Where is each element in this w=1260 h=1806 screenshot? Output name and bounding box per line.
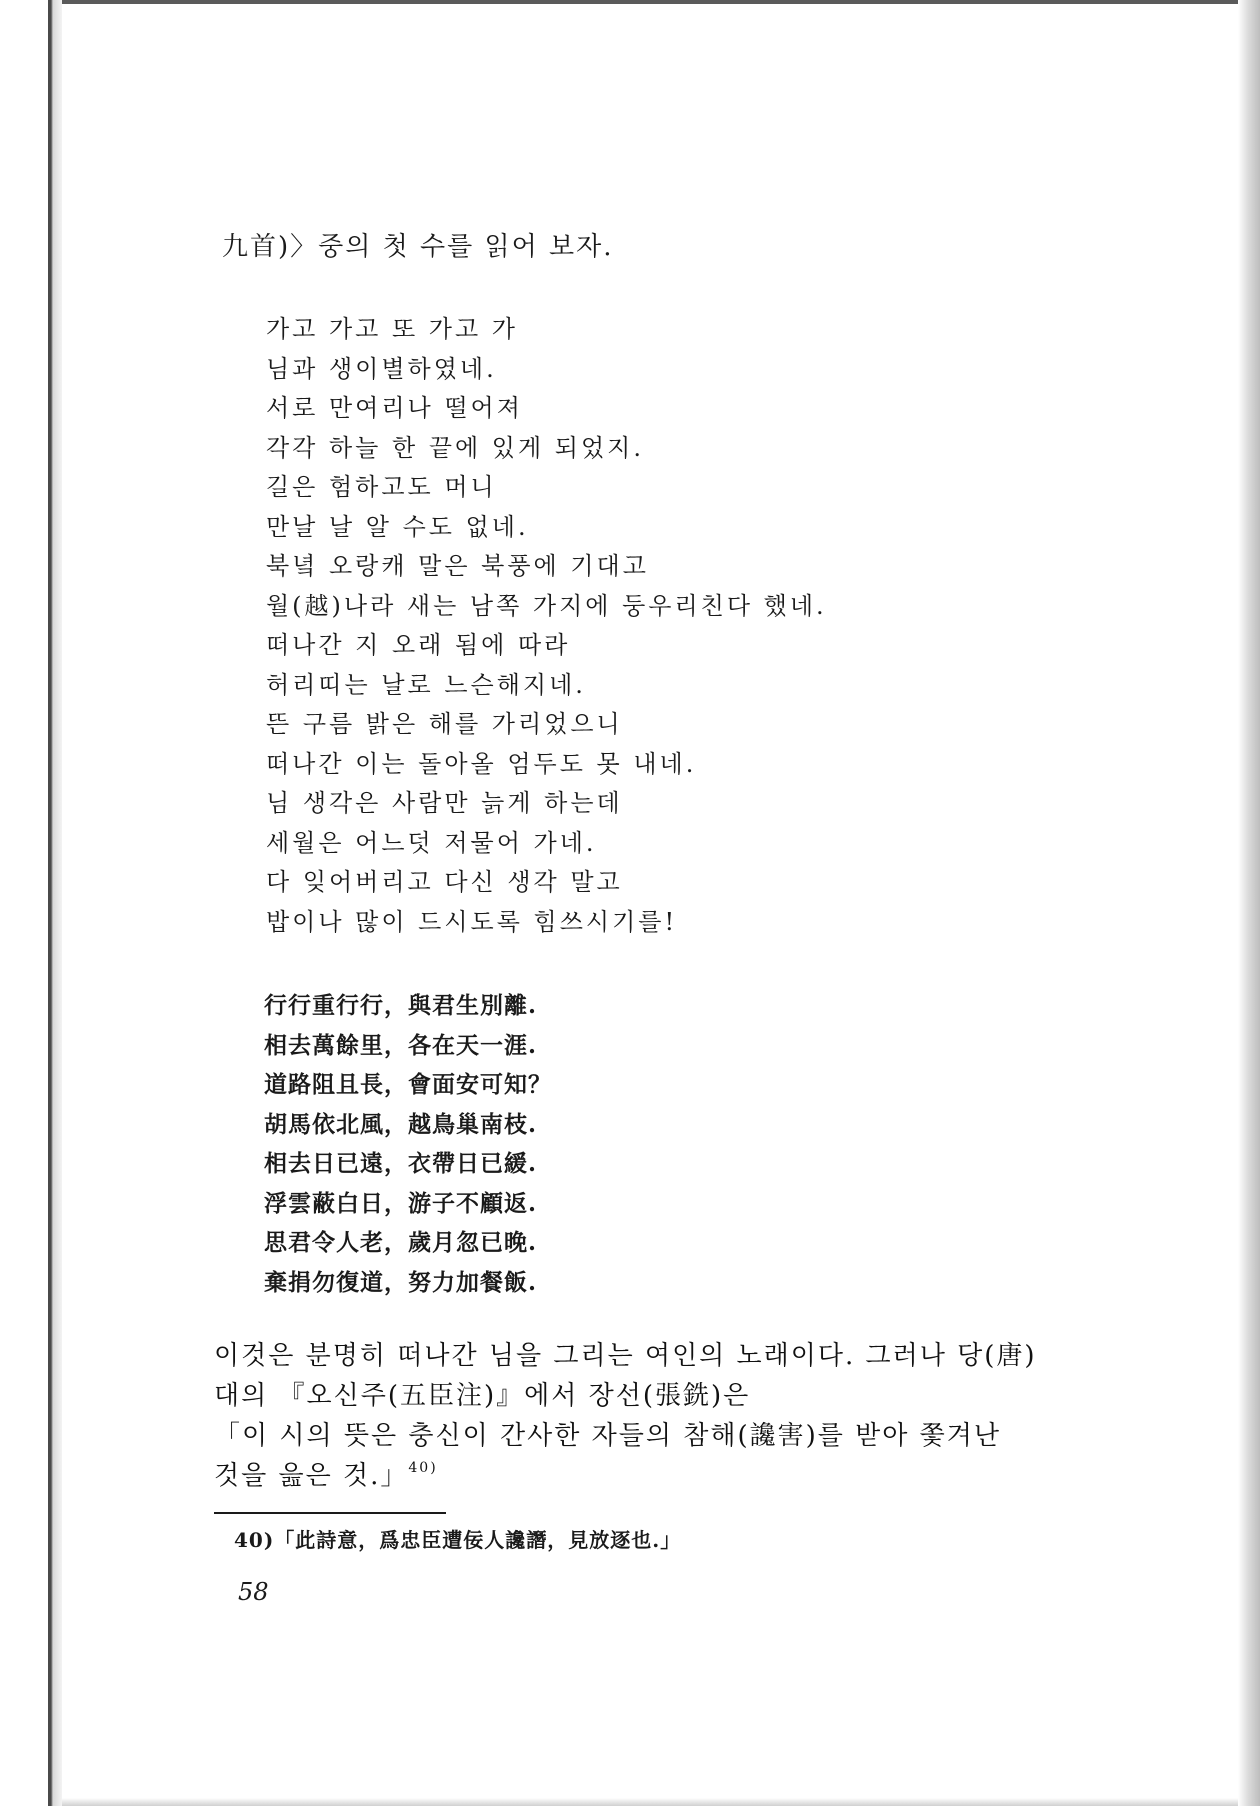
chinese-poem-line: 浮雲蔽白日，游子不顧返. — [264, 1189, 538, 1217]
chinese-poem-line: 胡馬依北風，越鳥巢南枝. — [264, 1110, 538, 1138]
chinese-poem — [264, 986, 552, 1302]
korean-poem — [266, 310, 827, 942]
korean-poem-line: 허리띠는 날로 느슨해지네. — [266, 670, 586, 699]
chinese-poem-line: 相去日已遠，衣帶日已緩. — [264, 1150, 538, 1177]
korean-poem-line: 만날 날 알 수도 없네. — [266, 512, 529, 541]
korean-poem-line: 떠나간 지 오래 됨에 따라 — [266, 631, 571, 659]
page-bottom-shadow — [62, 1798, 1238, 1806]
commentary-line: 이것은 분명히 떠나간 님을 그리는 여인의 노래이다. 그러나 당(唐) — [214, 1341, 1037, 1371]
korean-poem-line: 님과 생이별하였네. — [266, 354, 497, 383]
page-left-edge — [48, 0, 62, 1806]
commentary-line — [214, 1456, 1037, 1496]
intro-line: 九首)〉중의 첫 수를 읽어 보자. — [222, 232, 614, 262]
korean-poem-line: 님 생각은 사람만 늙게 하는데 — [266, 789, 623, 817]
footnote-divider — [214, 1512, 446, 1514]
commentary-line: 대의 『오신주(五臣注)』에서 장선(張銑)은 — [214, 1381, 751, 1411]
korean-poem-line: 세월은 어느덧 저물어 가네. — [266, 828, 597, 857]
chinese-poem-line: 棄捐勿復道，努力加餐飯. — [264, 1268, 538, 1296]
korean-poem-line: 떠나간 이는 돌아올 엄두도 못 내네. — [266, 749, 697, 778]
korean-poem-line: 각각 하늘 한 끝에 있게 되었지. — [266, 433, 644, 462]
chinese-poem-line: 相去萬餘里，各在天一涯. — [264, 1031, 538, 1059]
footnote-reference[interactable]: 40) — [408, 1460, 438, 1476]
korean-poem-line: 북녘 오랑캐 말은 북풍에 기대고 — [266, 552, 649, 580]
korean-poem-line: 밥이나 많이 드시도록 힘쓰시기를! — [266, 907, 678, 936]
page-right-shadow — [1238, 0, 1260, 1806]
korean-poem-line: 서로 만여리나 떨어져 — [266, 394, 523, 422]
commentary-paragraph — [214, 1336, 1037, 1496]
quote-ending: 것을 읊은 것.」 — [214, 1461, 409, 1491]
commentary-line: 「이 시의 뜻은 충신이 간사한 자들의 참해(讒害)를 받아 쫓겨난 — [214, 1421, 1001, 1451]
korean-poem-line: 길은 험하고도 머니 — [266, 473, 497, 501]
chinese-poem-line: 道路阻且長，會面安可知？ — [264, 1071, 552, 1098]
korean-poem-line: 뜬 구름 밝은 해를 가리었으니 — [266, 710, 623, 738]
korean-poem-line: 다 잊어버리고 다신 생각 말고 — [266, 868, 623, 896]
chinese-poem-line: 思君令人老，歲月忽已晚. — [264, 1229, 538, 1256]
korean-poem-line: 월(越)나라 새는 남쪽 가지에 둥우리친다 했네. — [266, 591, 827, 620]
footnote-40: 40)「此詩意，爲忠臣遭佞人讒譖，見放逐也.」 — [234, 1528, 682, 1552]
chinese-poem-line: 行行重行行，與君生別離. — [264, 992, 538, 1019]
page-number: 58 — [238, 1578, 269, 1606]
korean-poem-line: 가고 가고 또 가고 가 — [266, 315, 518, 343]
page-top-edge — [48, 0, 1260, 4]
